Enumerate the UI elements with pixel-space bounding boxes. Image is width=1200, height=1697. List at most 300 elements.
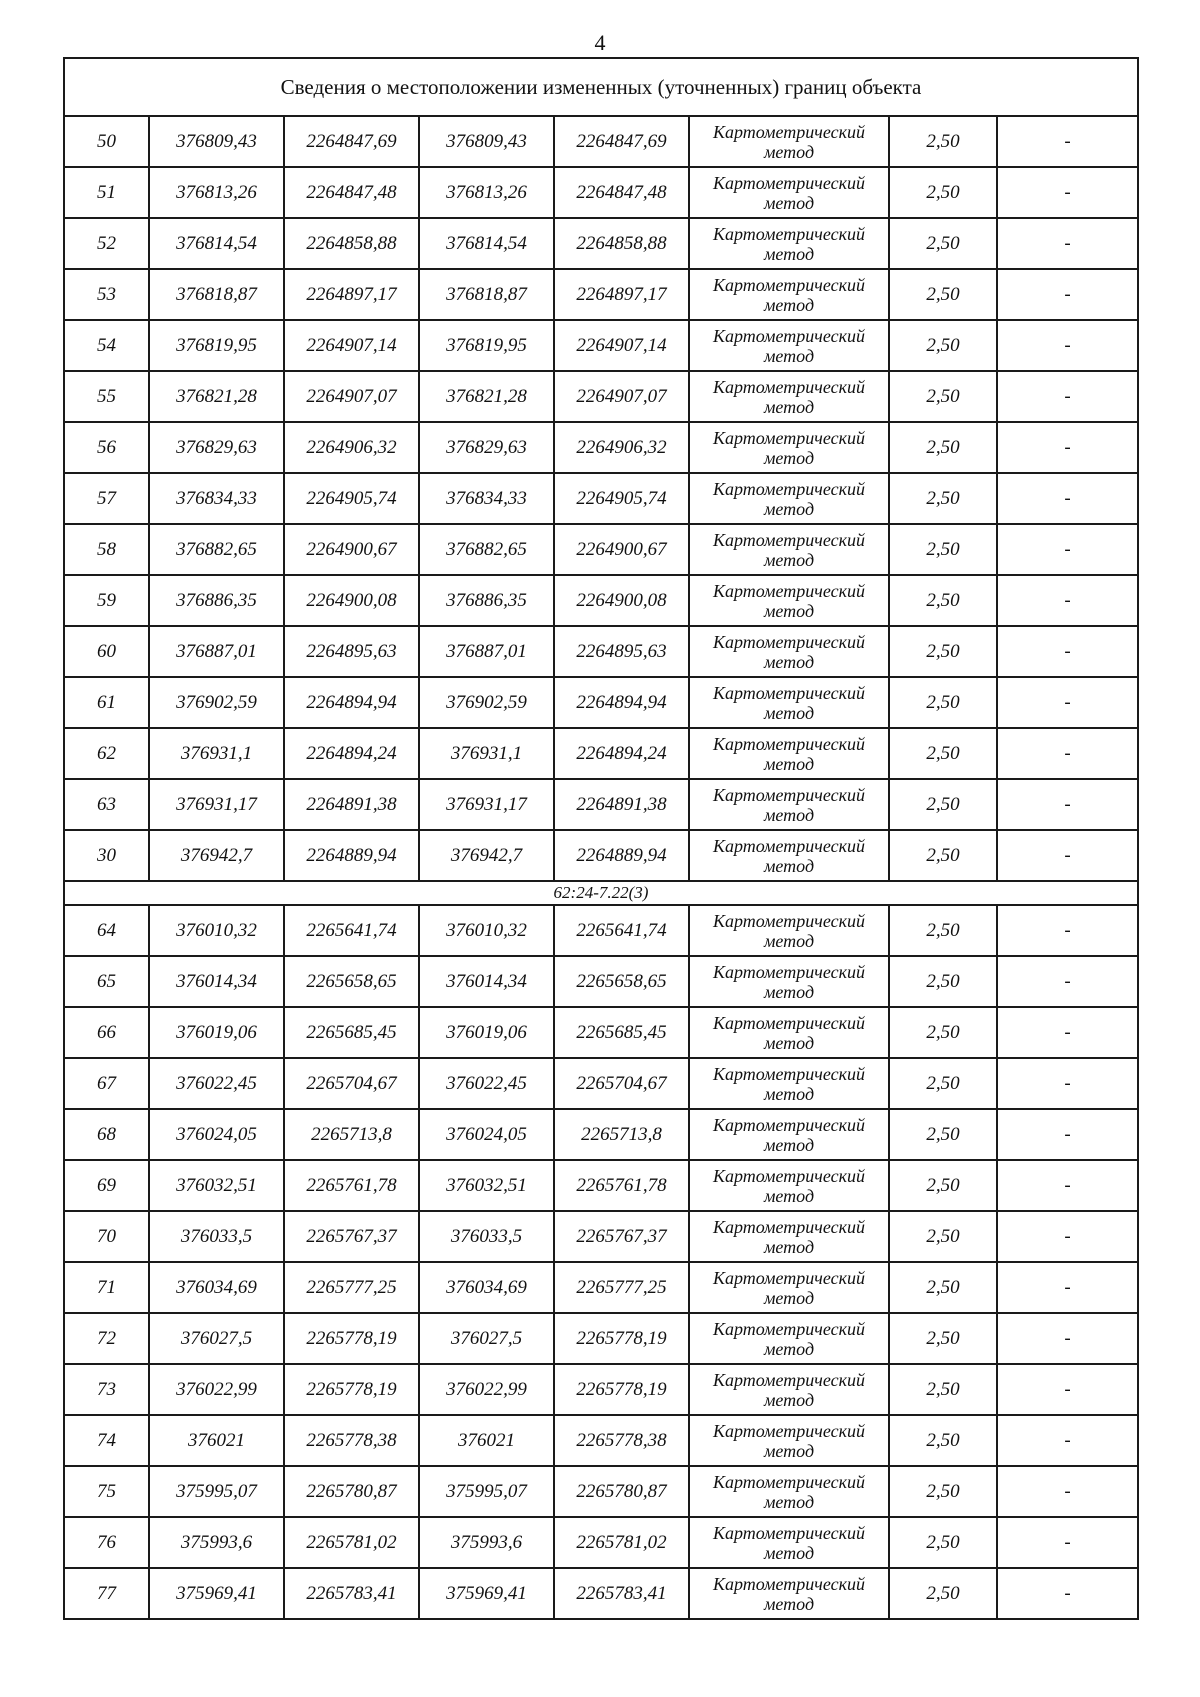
refined-x-cell: 376019,06 — [419, 1007, 554, 1058]
method-line-1: Картометрический — [712, 274, 865, 295]
note-cell: - — [997, 371, 1138, 422]
method-cell — [689, 1058, 889, 1109]
note-cell: - — [997, 1007, 1138, 1058]
existing-x-cell: 376829,63 — [149, 422, 284, 473]
existing-x-cell: 375993,6 — [149, 1517, 284, 1568]
table-row — [64, 677, 1138, 728]
method-line-1: Картометрический — [712, 529, 865, 550]
existing-x-cell: 376887,01 — [149, 626, 284, 677]
existing-y-cell: 2264907,07 — [284, 371, 419, 422]
point-number-cell: 62 — [64, 728, 149, 779]
method-cell — [689, 905, 889, 956]
accuracy-cell: 2,50 — [889, 1517, 997, 1568]
existing-x-cell: 376034,69 — [149, 1262, 284, 1313]
existing-x-cell: 375969,41 — [149, 1568, 284, 1619]
refined-y-cell: 2265778,38 — [554, 1415, 689, 1466]
note-cell: - — [997, 1160, 1138, 1211]
existing-x-cell: 376819,95 — [149, 320, 284, 371]
method-line-2: метод — [763, 141, 815, 162]
method-line-1: Картометрический — [712, 1369, 865, 1390]
existing-y-cell: 2264894,24 — [284, 728, 419, 779]
table-row — [64, 1109, 1138, 1160]
refined-y-cell: 2265641,74 — [554, 905, 689, 956]
refined-y-cell: 2264897,17 — [554, 269, 689, 320]
existing-y-cell: 2264900,67 — [284, 524, 419, 575]
method-cell — [689, 575, 889, 626]
method-line-2: метод — [763, 192, 815, 213]
method-cell — [689, 1160, 889, 1211]
method-cell — [689, 269, 889, 320]
table-row — [64, 1058, 1138, 1109]
method-cell — [689, 371, 889, 422]
table-row — [64, 1211, 1138, 1262]
accuracy-cell: 2,50 — [889, 1109, 997, 1160]
method-line-2: метод — [763, 396, 815, 417]
method-line-2: метод — [763, 1542, 815, 1563]
accuracy-cell: 2,50 — [889, 905, 997, 956]
method-line-1: Картометрический — [712, 478, 865, 499]
point-number-cell: 69 — [64, 1160, 149, 1211]
existing-x-cell: 376882,65 — [149, 524, 284, 575]
accuracy-cell: 2,50 — [889, 1466, 997, 1517]
method-line-2: метод — [763, 651, 815, 672]
refined-x-cell: 376027,5 — [419, 1313, 554, 1364]
point-number-cell: 52 — [64, 218, 149, 269]
refined-x-cell: 375995,07 — [419, 1466, 554, 1517]
method-line-1: Картометрический — [712, 1063, 865, 1084]
existing-y-cell: 2265783,41 — [284, 1568, 419, 1619]
refined-y-cell: 2264858,88 — [554, 218, 689, 269]
note-cell: - — [997, 905, 1138, 956]
boundary-coordinates-table — [63, 57, 1139, 1620]
table-row — [64, 1262, 1138, 1313]
existing-x-cell: 376010,32 — [149, 905, 284, 956]
method-line-2: метод — [763, 447, 815, 468]
method-line-1: Картометрический — [712, 910, 865, 931]
accuracy-cell: 2,50 — [889, 1313, 997, 1364]
table-row — [64, 1568, 1138, 1619]
refined-x-cell: 375969,41 — [419, 1568, 554, 1619]
method-cell — [689, 1109, 889, 1160]
existing-y-cell: 2265767,37 — [284, 1211, 419, 1262]
refined-y-cell: 2265704,67 — [554, 1058, 689, 1109]
method-line-1: Картометрический — [712, 580, 865, 601]
refined-y-cell: 2265713,8 — [554, 1109, 689, 1160]
accuracy-cell: 2,50 — [889, 167, 997, 218]
point-number-cell: 70 — [64, 1211, 149, 1262]
point-number-cell: 71 — [64, 1262, 149, 1313]
refined-y-cell: 2264889,94 — [554, 830, 689, 881]
refined-x-cell: 376819,95 — [419, 320, 554, 371]
existing-y-cell: 2265713,8 — [284, 1109, 419, 1160]
point-number-cell: 75 — [64, 1466, 149, 1517]
method-cell — [689, 1415, 889, 1466]
accuracy-cell: 2,50 — [889, 116, 997, 167]
existing-y-cell: 2265778,19 — [284, 1313, 419, 1364]
existing-y-cell: 2265777,25 — [284, 1262, 419, 1313]
method-line-1: Картометрический — [712, 325, 865, 346]
existing-y-cell: 2264894,94 — [284, 677, 419, 728]
accuracy-cell: 2,50 — [889, 1262, 997, 1313]
refined-y-cell: 2264907,14 — [554, 320, 689, 371]
existing-x-cell: 376022,45 — [149, 1058, 284, 1109]
refined-x-cell: 376931,17 — [419, 779, 554, 830]
refined-x-cell: 376821,28 — [419, 371, 554, 422]
existing-x-cell: 376902,59 — [149, 677, 284, 728]
method-line-1: Картометрический — [712, 376, 865, 397]
accuracy-cell: 2,50 — [889, 218, 997, 269]
existing-x-cell: 376019,06 — [149, 1007, 284, 1058]
existing-y-cell: 2265781,02 — [284, 1517, 419, 1568]
method-line-2: метод — [763, 855, 815, 876]
method-line-2: метод — [763, 1236, 815, 1257]
table-row — [64, 1415, 1138, 1466]
refined-y-cell: 2264895,63 — [554, 626, 689, 677]
existing-y-cell: 2265641,74 — [284, 905, 419, 956]
method-line-1: Картометрический — [712, 631, 865, 652]
method-line-1: Картометрический — [712, 835, 865, 856]
accuracy-cell: 2,50 — [889, 422, 997, 473]
refined-x-cell: 376931,1 — [419, 728, 554, 779]
point-number-cell: 76 — [64, 1517, 149, 1568]
table-row — [64, 728, 1138, 779]
refined-x-cell: 376902,59 — [419, 677, 554, 728]
page-number: 4 — [594, 30, 606, 55]
existing-y-cell: 2264891,38 — [284, 779, 419, 830]
refined-y-cell: 2265778,19 — [554, 1313, 689, 1364]
accuracy-cell: 2,50 — [889, 269, 997, 320]
accuracy-cell: 2,50 — [889, 1364, 997, 1415]
table-row — [64, 830, 1138, 881]
existing-y-cell: 2264847,48 — [284, 167, 419, 218]
method-cell — [689, 218, 889, 269]
method-line-2: метод — [763, 294, 815, 315]
section-row — [64, 881, 1138, 905]
method-cell — [689, 116, 889, 167]
point-number-cell: 67 — [64, 1058, 149, 1109]
refined-x-cell: 376033,5 — [419, 1211, 554, 1262]
refined-x-cell: 375993,6 — [419, 1517, 554, 1568]
method-line-2: метод — [763, 345, 815, 366]
refined-y-cell: 2265783,41 — [554, 1568, 689, 1619]
method-line-2: метод — [763, 1593, 815, 1614]
table-row — [64, 473, 1138, 524]
existing-x-cell: 376032,51 — [149, 1160, 284, 1211]
method-cell — [689, 1007, 889, 1058]
method-line-1: Картометрический — [712, 1471, 865, 1492]
refined-x-cell: 376021 — [419, 1415, 554, 1466]
accuracy-cell: 2,50 — [889, 779, 997, 830]
method-cell — [689, 1313, 889, 1364]
table-row — [64, 1160, 1138, 1211]
note-cell: - — [997, 575, 1138, 626]
existing-y-cell: 2265658,65 — [284, 956, 419, 1007]
table-row — [64, 626, 1138, 677]
table-row — [64, 116, 1138, 167]
existing-y-cell: 2265778,38 — [284, 1415, 419, 1466]
note-cell: - — [997, 320, 1138, 371]
table-row — [64, 1313, 1138, 1364]
table-row — [64, 1364, 1138, 1415]
existing-y-cell: 2264897,17 — [284, 269, 419, 320]
method-line-1: Картометрический — [712, 121, 865, 142]
existing-x-cell: 376942,7 — [149, 830, 284, 881]
section-label: 62:24-7.22(3) — [64, 881, 1138, 905]
method-line-1: Картометрический — [712, 427, 865, 448]
table-row — [64, 320, 1138, 371]
point-number-cell: 59 — [64, 575, 149, 626]
refined-x-cell: 376010,32 — [419, 905, 554, 956]
point-number-cell: 54 — [64, 320, 149, 371]
existing-x-cell: 376931,1 — [149, 728, 284, 779]
refined-x-cell: 376032,51 — [419, 1160, 554, 1211]
note-cell: - — [997, 1313, 1138, 1364]
table-title: Сведения о местоположении измененных (уточненных) границ объекта — [64, 58, 1138, 116]
method-cell — [689, 422, 889, 473]
note-cell: - — [997, 1568, 1138, 1619]
note-cell: - — [997, 1364, 1138, 1415]
table-row — [64, 422, 1138, 473]
accuracy-cell: 2,50 — [889, 830, 997, 881]
point-number-cell: 73 — [64, 1364, 149, 1415]
method-cell — [689, 320, 889, 371]
table-row — [64, 371, 1138, 422]
point-number-cell: 51 — [64, 167, 149, 218]
method-line-1: Картометрический — [712, 733, 865, 754]
existing-y-cell: 2265780,87 — [284, 1466, 419, 1517]
table-row — [64, 218, 1138, 269]
method-line-2: метод — [763, 1032, 815, 1053]
point-number-cell: 56 — [64, 422, 149, 473]
existing-y-cell: 2264900,08 — [284, 575, 419, 626]
refined-x-cell: 376818,87 — [419, 269, 554, 320]
existing-x-cell: 376813,26 — [149, 167, 284, 218]
existing-x-cell: 376027,5 — [149, 1313, 284, 1364]
method-line-1: Картометрический — [712, 1267, 865, 1288]
note-cell: - — [997, 626, 1138, 677]
note-cell: - — [997, 1109, 1138, 1160]
table-row — [64, 167, 1138, 218]
existing-y-cell: 2264907,14 — [284, 320, 419, 371]
existing-x-cell: 376834,33 — [149, 473, 284, 524]
accuracy-cell: 2,50 — [889, 956, 997, 1007]
point-number-cell: 68 — [64, 1109, 149, 1160]
method-line-2: метод — [763, 1083, 815, 1104]
existing-y-cell: 2264889,94 — [284, 830, 419, 881]
point-number-cell: 77 — [64, 1568, 149, 1619]
point-number-cell: 55 — [64, 371, 149, 422]
point-number-cell: 60 — [64, 626, 149, 677]
method-cell — [689, 830, 889, 881]
point-number-cell: 64 — [64, 905, 149, 956]
refined-y-cell: 2264847,48 — [554, 167, 689, 218]
method-cell — [689, 728, 889, 779]
table-row — [64, 956, 1138, 1007]
refined-x-cell: 376022,99 — [419, 1364, 554, 1415]
refined-x-cell: 376829,63 — [419, 422, 554, 473]
note-cell: - — [997, 1466, 1138, 1517]
method-line-2: метод — [763, 930, 815, 951]
point-number-cell: 63 — [64, 779, 149, 830]
table-row — [64, 1466, 1138, 1517]
refined-y-cell: 2264907,07 — [554, 371, 689, 422]
method-line-2: метод — [763, 702, 815, 723]
method-line-1: Картометрический — [712, 223, 865, 244]
refined-x-cell: 376809,43 — [419, 116, 554, 167]
refined-y-cell: 2264894,24 — [554, 728, 689, 779]
refined-y-cell: 2265777,25 — [554, 1262, 689, 1313]
refined-y-cell: 2264900,67 — [554, 524, 689, 575]
method-line-1: Картометрический — [712, 961, 865, 982]
method-cell — [689, 677, 889, 728]
refined-y-cell: 2265778,19 — [554, 1364, 689, 1415]
refined-x-cell: 376014,34 — [419, 956, 554, 1007]
method-cell — [689, 1466, 889, 1517]
accuracy-cell: 2,50 — [889, 1568, 997, 1619]
existing-y-cell: 2265761,78 — [284, 1160, 419, 1211]
note-cell: - — [997, 956, 1138, 1007]
method-cell — [689, 524, 889, 575]
point-number-cell: 74 — [64, 1415, 149, 1466]
refined-x-cell: 376882,65 — [419, 524, 554, 575]
method-line-2: метод — [763, 549, 815, 570]
point-number-cell: 30 — [64, 830, 149, 881]
note-cell: - — [997, 422, 1138, 473]
method-cell — [689, 167, 889, 218]
refined-x-cell: 376024,05 — [419, 1109, 554, 1160]
method-line-1: Картометрический — [712, 1012, 865, 1033]
existing-x-cell: 375995,07 — [149, 1466, 284, 1517]
point-number-cell: 61 — [64, 677, 149, 728]
method-line-1: Картометрический — [712, 172, 865, 193]
method-line-1: Картометрический — [712, 1318, 865, 1339]
note-cell: - — [997, 728, 1138, 779]
accuracy-cell: 2,50 — [889, 1160, 997, 1211]
note-cell: - — [997, 677, 1138, 728]
table-title-row — [64, 58, 1138, 116]
existing-x-cell: 376024,05 — [149, 1109, 284, 1160]
existing-x-cell: 376033,5 — [149, 1211, 284, 1262]
existing-x-cell: 376014,34 — [149, 956, 284, 1007]
method-line-2: метод — [763, 981, 815, 1002]
refined-y-cell: 2264906,32 — [554, 422, 689, 473]
refined-y-cell: 2264900,08 — [554, 575, 689, 626]
note-cell: - — [997, 779, 1138, 830]
method-line-1: Картометрический — [712, 1216, 865, 1237]
refined-y-cell: 2265658,65 — [554, 956, 689, 1007]
method-line-2: метод — [763, 600, 815, 621]
existing-x-cell: 376931,17 — [149, 779, 284, 830]
existing-y-cell: 2265685,45 — [284, 1007, 419, 1058]
refined-x-cell: 376942,7 — [419, 830, 554, 881]
table-row — [64, 1007, 1138, 1058]
existing-x-cell: 376821,28 — [149, 371, 284, 422]
method-cell — [689, 1568, 889, 1619]
refined-y-cell: 2265685,45 — [554, 1007, 689, 1058]
accuracy-cell: 2,50 — [889, 575, 997, 626]
method-line-2: метод — [763, 1338, 815, 1359]
point-number-cell: 57 — [64, 473, 149, 524]
method-line-2: метод — [763, 753, 815, 774]
note-cell: - — [997, 1517, 1138, 1568]
existing-y-cell: 2264847,69 — [284, 116, 419, 167]
accuracy-cell: 2,50 — [889, 320, 997, 371]
refined-y-cell: 2264905,74 — [554, 473, 689, 524]
note-cell: - — [997, 1211, 1138, 1262]
method-cell — [689, 1364, 889, 1415]
table-row — [64, 575, 1138, 626]
method-cell — [689, 1517, 889, 1568]
existing-y-cell: 2264895,63 — [284, 626, 419, 677]
note-cell: - — [997, 218, 1138, 269]
note-cell: - — [997, 524, 1138, 575]
method-line-2: метод — [763, 804, 815, 825]
note-cell: - — [997, 830, 1138, 881]
point-number-cell: 66 — [64, 1007, 149, 1058]
existing-y-cell: 2265778,19 — [284, 1364, 419, 1415]
refined-x-cell: 376886,35 — [419, 575, 554, 626]
note-cell: - — [997, 116, 1138, 167]
existing-y-cell: 2264858,88 — [284, 218, 419, 269]
refined-y-cell: 2264891,38 — [554, 779, 689, 830]
refined-y-cell: 2264847,69 — [554, 116, 689, 167]
method-cell — [689, 1262, 889, 1313]
method-line-2: метод — [763, 1134, 815, 1155]
method-line-2: метод — [763, 243, 815, 264]
accuracy-cell: 2,50 — [889, 1007, 997, 1058]
note-cell: - — [997, 1262, 1138, 1313]
table-row — [64, 1517, 1138, 1568]
point-number-cell: 65 — [64, 956, 149, 1007]
method-cell — [689, 473, 889, 524]
table-row — [64, 905, 1138, 956]
refined-x-cell: 376022,45 — [419, 1058, 554, 1109]
method-cell — [689, 626, 889, 677]
existing-y-cell: 2264906,32 — [284, 422, 419, 473]
point-number-cell: 53 — [64, 269, 149, 320]
accuracy-cell: 2,50 — [889, 473, 997, 524]
accuracy-cell: 2,50 — [889, 1058, 997, 1109]
existing-y-cell: 2264905,74 — [284, 473, 419, 524]
refined-y-cell: 2265761,78 — [554, 1160, 689, 1211]
note-cell: - — [997, 473, 1138, 524]
accuracy-cell: 2,50 — [889, 728, 997, 779]
method-line-2: метод — [763, 498, 815, 519]
refined-x-cell: 376813,26 — [419, 167, 554, 218]
refined-x-cell: 376034,69 — [419, 1262, 554, 1313]
method-line-1: Картометрический — [712, 1420, 865, 1441]
accuracy-cell: 2,50 — [889, 1211, 997, 1262]
method-cell — [689, 779, 889, 830]
accuracy-cell: 2,50 — [889, 524, 997, 575]
existing-x-cell: 376021 — [149, 1415, 284, 1466]
method-line-2: метод — [763, 1287, 815, 1308]
existing-x-cell: 376809,43 — [149, 116, 284, 167]
refined-y-cell: 2265781,02 — [554, 1517, 689, 1568]
point-number-cell: 50 — [64, 116, 149, 167]
existing-x-cell: 376886,35 — [149, 575, 284, 626]
refined-y-cell: 2264894,94 — [554, 677, 689, 728]
refined-x-cell: 376814,54 — [419, 218, 554, 269]
refined-y-cell: 2265780,87 — [554, 1466, 689, 1517]
note-cell: - — [997, 269, 1138, 320]
point-number-cell: 72 — [64, 1313, 149, 1364]
accuracy-cell: 2,50 — [889, 371, 997, 422]
method-line-1: Картометрический — [712, 1573, 865, 1594]
accuracy-cell: 2,50 — [889, 626, 997, 677]
existing-x-cell: 376818,87 — [149, 269, 284, 320]
accuracy-cell: 2,50 — [889, 677, 997, 728]
